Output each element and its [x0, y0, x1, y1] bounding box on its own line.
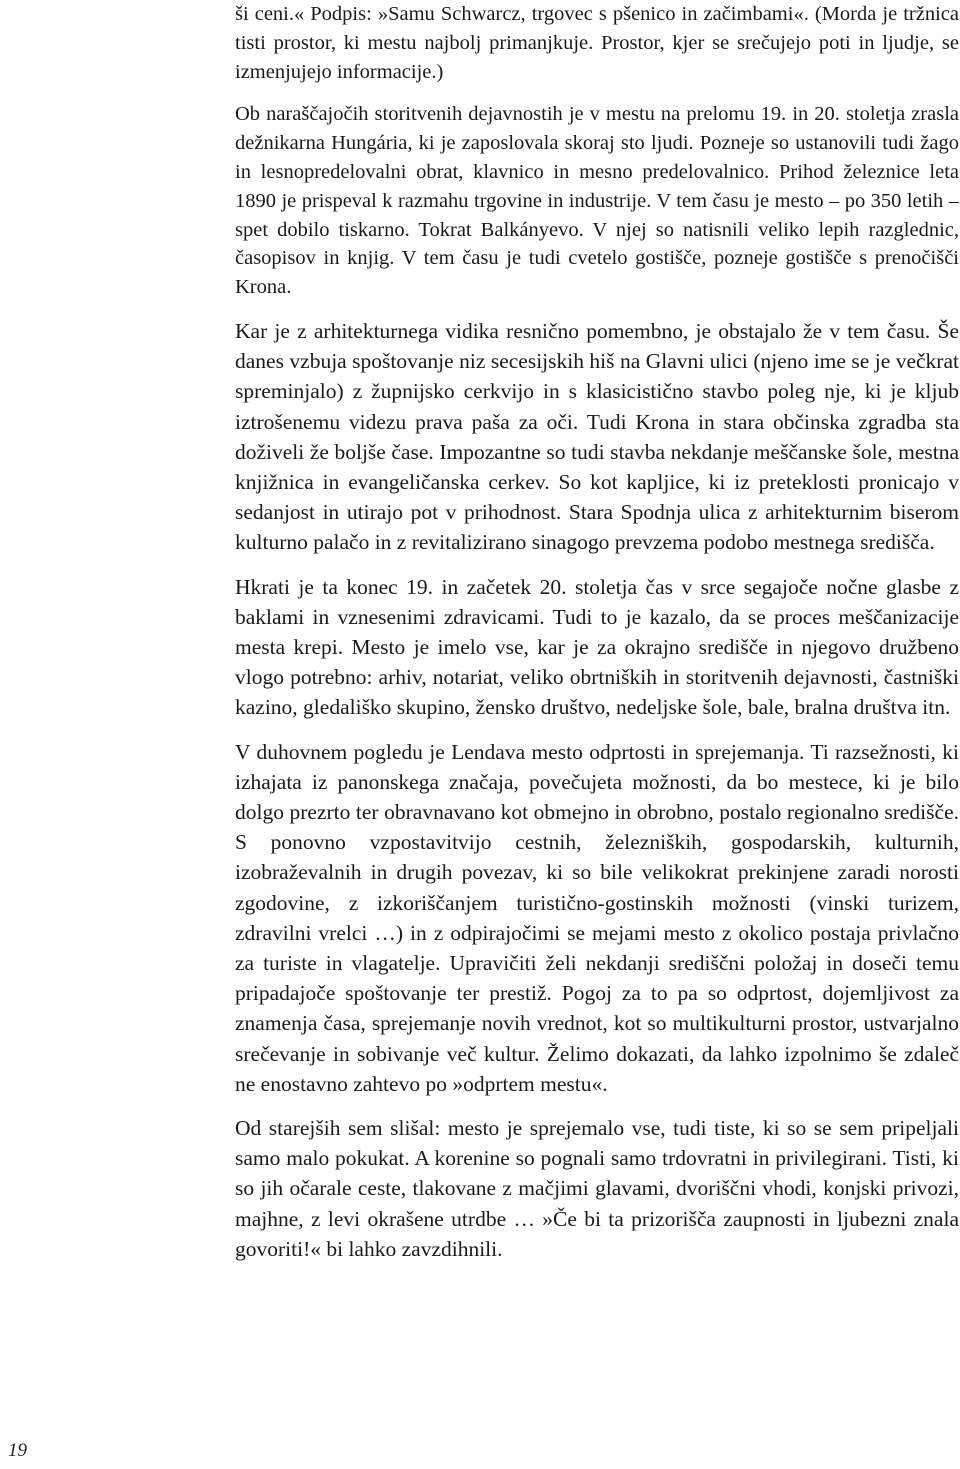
paragraph-4: Hkrati je ta konec 19. in začetek 20. stoletja čas v srce segajoče nočne glasbe z baklami in vznesenimi zdravicami. Tudi to je kazalo, da se proces meščanizacije mesta krepi. Mesto je imelo vse, kar je za okrajno središče in njegovo družbeno vlogo potrebno: arhiv, notariat, veliko obrtniških in storitvenih dejavnosti, častniški kazino, gledališko skupino, žensko društvo, nedeljske šole, bale, bralna društva itn. — [235, 574, 959, 720]
paragraph-6: Od starejših sem slišal: mesto je sprejemalo vse, tudi tiste, ki so se sem pripeljali samo malo pokukat. A korenine so pognali samo trdovratni in privilegirani. Tisti, ki so jih očarale ceste, tlakovane z mačjimi glavami, dvoriščni vhodi, konjski privozi, majhne, z levi okrašene utrdbe … »Če bi ta prizorišča zaupnosti in ljubezni znala govoriti!« bi lahko zavzdihnili. — [235, 1116, 959, 1261]
paragraph-3: Kar je z arhitekturnega vidika resnično pomembno, je obstajalo že v tem času. Še danes vzbuja spoštovanje niz secesijskih hiš na Glavni ulici (njeno ime se je večkrat spreminjalo) z župnijsko cerkvijo in s klasicistično stavbo poleg nje, ki je kljub iztrošenemu videzu prava paša za oči. Tudi Krona in stara občinska zgradba sta doživeli že boljše čase. Impozantne so tudi stavba nekdanje meščanske šole, mestna knjižnica in evangeličanska cerkev. So kot kapljice, ki iz preteklosti pronicajo v sedanjost in utirajo pot v prihodnost. Stara Spodnja ulica z arhitekturnim biserom kulturno palačo in z revitalizirano sinagogo prevzema podobo mestnega središča. — [235, 318, 959, 555]
page-number: 19 — [8, 1440, 27, 1461]
paragraph-2: Ob naraščajočih storitvenih dejavnostih je v mestu na prelomu 19. in 20. stoletja zrasla dežnikarna Hungária, ki je zaposlovala skoraj sto ljudi. Pozneje so ustanovili tudi žago in lesnopredelovalni obrat, klavnico in mesno predelovalnico. Prihod železnice leta 1890 je prispeval k razmahu trgovine in industrije. V tem času je mesto – po 350 letih – spet dobilo tiskarno. Tokrat Balkányevo. V njej so natisnili veliko lepih razglednic, časopisov in knjig. V tem času je tudi cvetelo gostišče, pozneje gostišče s prenočišči Krona. — [235, 103, 959, 299]
page-content — [235, 0, 959, 1278]
paragraph-5: V duhovnem pogledu je Lendava mesto odprtosti in sprejemanja. Ti razsežnosti, ki izhajata iz panonskega značaja, povečujeta možnosti, da bo mestece, ki je bilo dolgo prezrto ter obravnavano kot obmejno in obrobno, postalo regionalno središče. S ponovno vzpostavitvijo cestnih, železniških, gospodarskih, kulturnih, izobraževalnih in drugih povezav, ki so bile velikokrat prekinjene zaradi norosti zgodovine, z izkoriščanjem turistično-gostinskih možnosti (vinski turizem, zdravilni vrelci …) in z odpirajočimi se mejami mesto z okolico postaja privlačno za turiste in vlagatelje. Upravičiti želi nekdanji središčni položaj in doseči temu pripadajoče spoštovanje ter prestiž. Pogoj za to pa so odprtost, dojemljivost za znamenja časa, sprejemanje novih vrednot, kot so multikulturni prostor, ustvarjalno srečevanje in sobivanje več kultur. Želimo dokazati, da lahko izpolnimo še zdaleč ne enostavno zahtevo po »odprtem mestu«. — [235, 739, 959, 1096]
paragraph-1: ši ceni.« Podpis: »Samu Schwarcz, trgovec s pšenico in začimbami«. (Morda je tržnica tisti prostor, ki mestu najbolj primanjkuje. Prostor, kjer se srečujejo poti in ljudje, se izmenjujejo informacije.) — [235, 3, 959, 83]
